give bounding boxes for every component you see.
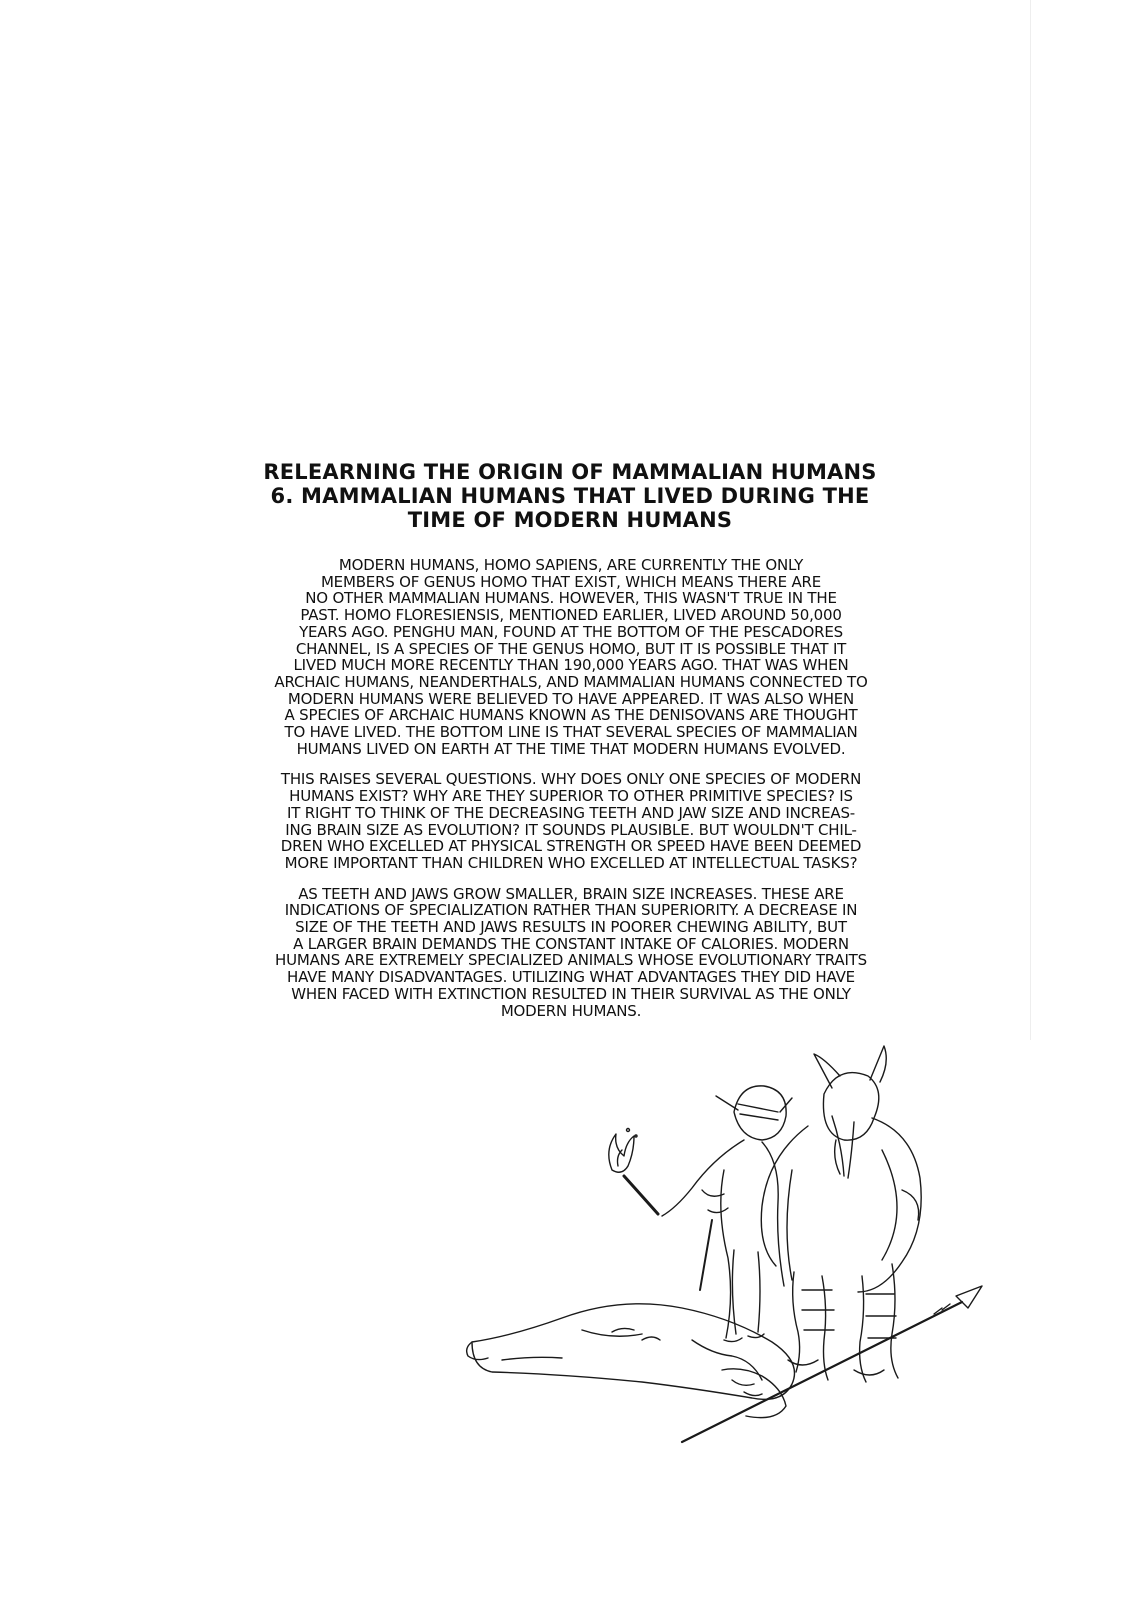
text-line: HUMANS LIVED ON EARTH AT THE TIME THAT MODERN HUMANS EVOLVED. bbox=[296, 739, 846, 758]
text-line: CHANNEL, IS A SPECIES OF THE GENUS HOMO, BUT IT IS POSSIBLE THAT IT bbox=[295, 639, 847, 658]
text-line: PAST. HOMO FLORESIENSIS, MENTIONED EARLIER, LIVED AROUND 50,000 bbox=[300, 606, 842, 625]
text-line: DREN WHO EXCELLED AT PHYSICAL STRENGTH OR SPEED HAVE BEEN DEEMED bbox=[280, 837, 862, 856]
text-line: TO HAVE LIVED. THE BOTTOM LINE IS THAT SEVERAL SPECIES OF MAMMALIAN bbox=[284, 723, 858, 742]
text-line: MORE IMPORTANT THAN CHILDREN WHO EXCELLED AT INTELLECTUAL TASKS? bbox=[284, 853, 858, 872]
article-body bbox=[235, 557, 907, 1033]
text-line: MODERN HUMANS. bbox=[500, 1001, 642, 1020]
page-title bbox=[220, 460, 920, 532]
page-edge-divider bbox=[1030, 0, 1031, 1040]
text-line: INDICATIONS OF SPECIALIZATION RATHER THAN SUPERIORITY. A DECREASE IN bbox=[284, 901, 858, 920]
paragraph-2 bbox=[235, 771, 907, 871]
torch-icon bbox=[609, 1129, 658, 1215]
text-line: MODERN HUMANS, HOMO SAPIENS, ARE CURRENTLY THE ONLY bbox=[338, 556, 804, 574]
text-line: A LARGER BRAIN DEMANDS THE CONSTANT INTAKE OF CALORIES. MODERN bbox=[293, 934, 849, 953]
text-line: IT RIGHT TO THINK OF THE DECREASING TEETH AND JAW SIZE AND INCREAS- bbox=[287, 803, 855, 822]
text-line: MODERN HUMANS WERE BELIEVED TO HAVE APPEARED. IT WAS ALSO WHEN bbox=[287, 689, 855, 708]
hooded-hunter-figure bbox=[662, 1086, 792, 1342]
text-line: MEMBERS OF GENUS HOMO THAT EXIST, WHICH MEANS THERE ARE bbox=[320, 572, 822, 591]
text-line: SIZE OF THE TEETH AND JAWS RESULTS IN POORER CHEWING ABILITY, BUT bbox=[295, 918, 847, 937]
text-line: HAVE MANY DISADVANTAGES. UTILIZING WHAT ADVANTAGES THEY DID HAVE bbox=[287, 968, 855, 987]
text-line: HUMANS ARE EXTREMELY SPECIALIZED ANIMALS WHOSE EVOLUTIONARY TRAITS bbox=[275, 951, 867, 970]
text-line: HUMANS EXIST? WHY ARE THEY SUPERIOR TO OTHER PRIMITIVE SPECIES? IS bbox=[289, 787, 853, 806]
title-line-1: RELEARNING THE ORIGIN OF MAMMALIAN HUMANS bbox=[263, 460, 877, 484]
fallen-figure bbox=[467, 1304, 795, 1418]
text-line: LIVED MUCH MORE RECENTLY THAN 190,000 YEARS AGO. THAT WAS WHEN bbox=[293, 656, 849, 675]
text-line: AS TEETH AND JAWS GROW SMALLER, BRAIN SIZE INCREASES. THESE ARE bbox=[298, 884, 844, 903]
text-line: A SPECIES OF ARCHAIC HUMANS KNOWN AS THE DENISOVANS ARE THOUGHT bbox=[284, 706, 858, 725]
paragraph-3 bbox=[235, 886, 907, 1020]
title-line-2: 6. MAMMALIAN HUMANS THAT LIVED DURING THE bbox=[270, 484, 870, 508]
text-line: ING BRAIN SIZE AS EVOLUTION? IT SOUNDS PLAUSIBLE. BUT WOULDN'T CHIL- bbox=[285, 820, 857, 839]
paragraph-1 bbox=[235, 557, 907, 757]
horned-hunter-figure bbox=[761, 1046, 921, 1382]
text-line: THIS RAISES SEVERAL QUESTIONS. WHY DOES ONLY ONE SPECIES OF MODERN bbox=[280, 770, 862, 789]
text-line: WHEN FACED WITH EXTINCTION RESULTED IN THEIR SURVIVAL AS THE ONLY bbox=[291, 984, 851, 1003]
title-line-3: TIME OF MODERN HUMANS bbox=[407, 508, 733, 532]
text-line: ARCHAIC HUMANS, NEANDERTHALS, AND MAMMALIAN HUMANS CONNECTED TO bbox=[274, 672, 868, 691]
text-line: NO OTHER MAMMALIAN HUMANS. HOWEVER, THIS WASN'T TRUE IN THE bbox=[305, 589, 837, 608]
text-line: YEARS AGO. PENGHU MAN, FOUND AT THE BOTTOM OF THE PESCADORES bbox=[299, 622, 843, 641]
hunters-with-fallen-figure-illustration bbox=[462, 1040, 1022, 1460]
